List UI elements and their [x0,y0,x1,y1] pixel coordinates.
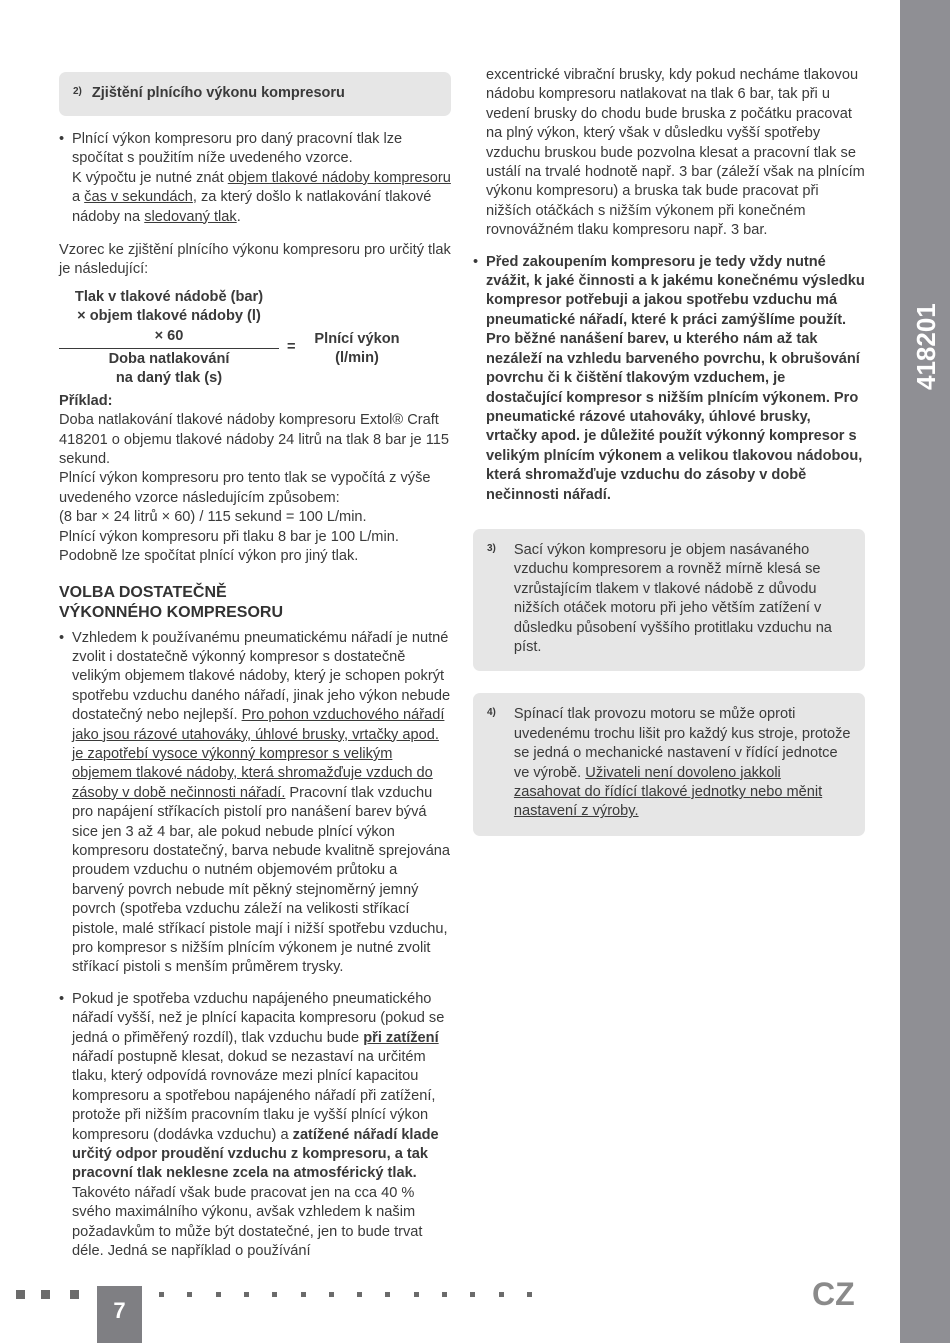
footer-square [41,1290,50,1299]
underline-time: čas v sekundách [84,189,193,206]
footer-dot [159,1292,164,1297]
bullet-1 [59,130,451,227]
bullet-1-a: Plnící výkon kompresoru pro daný pracovní tlak lze spočítat s použitím níže uvedeného vzorce. [72,131,403,167]
bullet-3-a: Pokud je spotřeba vzduchu napájeného pneumatického nářadí vyšší, než je plnící kapacita kompresoru (pokud se jedná o přiměřený rozdíl), tlak vzduchu bude [72,990,445,1046]
note-4-number: 4) [487,707,496,719]
bullet-purchase-bold: Před zakoupením kompresoru je tedy vždy nutné zvážit, k jaké činnosti a k jakému konečnému výsledku kompresor potřebuji a jakou spotřebu vzduchu má pneumatické nářadí, které k práci zamýšlíme použít. Pro běžné nanášení barev, u kterého nám až tak nezáleží na vzhledu barveného povrchu, k obrušování povrchu či k čištění tlakovým vzduchem, je dostačující kompresor s nižším plnícím výkonem. Pro pneumatické rázové utahováky, úhlové brusky, vrtačky apod. je důležité použít výkonný kompresor s velikým plnícím výkonem a velikou tlakovou nádobou, která shromažďuje vzduchu do zásoby v době nečinnosti nářadí. [486,253,865,503]
footer-dot [329,1292,334,1297]
formula-num-line3: × 60 [154,327,184,344]
formula-den-line2: na daný tlak (s) [115,370,223,387]
note-4-a: Spínací tlak provozu motoru se může oproti uvedenému trochu lišit pro každý kus stroje, protože se jedná o mechanické nastavení v řídící jednotce ve výrobě. [513,706,851,781]
bullet-3-b: nářadí postupně klesat, dokud se nezastaví na určitém tlaku, který odpovídá rovnováze mezi plnící kapacitou kompresoru a spotřebou napájeného nářadí při zatížení, protože při nižším pracovním tlaku je vyšší plnící výkon kompresoru (dodávka vzduchu) a [72,1049,436,1143]
formula-num-line2: × objem tlakové nádoby (l) [77,308,261,325]
underline-volume: objem tlakové nádoby kompresoru [227,169,451,186]
bullet-1-c: a [72,189,85,206]
formula-equals: = [287,338,296,355]
formula-numerator [59,288,279,346]
footer-dot [414,1292,419,1297]
bullet-1-e: . [236,208,241,225]
formula-intro: Vzorec ke zjištění plnícího výkonu kompresoru pro určitý tlak je následující: [59,242,451,278]
bullet-3-underline-bold: při zatížení [363,1029,439,1046]
footer-dot [187,1292,192,1297]
bullet-2-b: Pracovní tlak vzduchu pro napájení stříkacích pistolí pro nanášení barev bývá sice jen 3 až 4 bar, ale pokud nebude plnící výkon kompresoru dostatečný, barva nebude kvalitně sprejována proudem vzduchu o nutném objemovém průtoku a barvený povrch nebude mít pěkný stejnoměrný jemný povrch (spotřeba vzduchu záleží na velikosti stříkací pistole, malé stříkací pistole mají i nižší spotřebu vzduchu, pro kompresor s nižším plnícím výkonem je nutné zvolit stříkací pistoli s menším průměrem trysky. [72,784,451,976]
note-3-number: 3) [487,542,496,554]
example-line-5: Podobně lze spočítat plnící výkon pro jiný tlak. [59,548,359,565]
footer-square [70,1290,79,1299]
example-line-4: Plnící výkon kompresoru při tlaku 8 bar je 100 L/min. [59,528,399,545]
footer-square [16,1290,25,1299]
example-line-3: (8 bar × 24 litrů × 60) / 115 sekund = 100 L/min. [59,509,367,526]
example-line-1: Doba natlakování tlakové nádoby kompresoru Extol® Craft 418201 o objemu tlakové nádoby 24 litrů na tlak 8 bar je 115 sekund. [59,412,449,468]
footer-dot [272,1292,277,1297]
bullet-purchase [473,253,865,505]
formula-res-line1: Plnící výkon [314,330,400,347]
bullet-2-underline: Pro pohon vzduchového nářadí jako jsou rázové utahováky, úhlové brusky, vrtačky apod. je zapotřebí vysoce výkonný kompresor s velikým objemem tlakové nádoby, která shromažďuje vzduch do zásoby v době nečinnosti nářadí. [72,707,445,801]
continuation-text: excentrické vibrační brusky, kdy pokud necháme tlakovou nádobu kompresoru natlakovat na tlak 6 bar, tak při u vedení brusky do chodu bude bruska z počátku pracovat na plný výkon, který však v důsledku vyšší spotřeby vzduchu bruskou bude pozvolna klesat a pracovní tlak se ustálí na trvalé hodnotě např. 3 bar (záleží však na plnícím výkonu kompresoru) a bruska tak bude pracovat při nižších otáčkách s nižším výkonem při konečném rovnovážném tlaku kompresoru např. 3 bar. [486,67,865,239]
example-line-2: Plnící výkon kompresoru pro tento tlak se vypočítá z výše uvedeného vzorce následujícím způsobem: [59,470,431,506]
footer-dot [527,1292,532,1297]
heading-line-2: VÝKONNÉHO KOMPRESORU [59,603,284,621]
note-4-text [506,705,851,821]
formula-res-line2: (l/min) [335,350,379,367]
footer-dot [442,1292,447,1297]
formula-denominator [59,350,279,389]
bullet-2 [59,629,451,978]
formula-num-line1: Tlak v tlakové nádobě (bar) [74,288,264,305]
section-box-2 [59,72,451,116]
box-number: 2) [73,86,82,98]
bullet-2-a: Vzhledem k používanému pneumatickému nářadí je nutné zvolit i dostatečně výkonný kompresor s dostatečně velikým objemem tlakové nádoby, který je schopen pokrýt spotřebu vzduchu daného nářadí, jinak jeho výkon nebude dostatečný nebo nejlepší. [72,629,451,724]
note-4-underline: Uživateli není dovoleno jakkoli zasahovat do řídící tlakové jednotky nebo měnit nastavení z výroby. [513,764,823,820]
footer-dot [470,1292,475,1297]
footer-dot [216,1292,221,1297]
note-4 [473,693,865,835]
footer-dot [357,1292,362,1297]
bullet-3-bold: zatížené nářadí klade určitý odpor proudění vzduchu z kompresoru, a tak pracovní tlak neklesne zcela na atmosférický tlak. [72,1126,439,1182]
language-code: CZ [812,1276,855,1312]
bullet-3-c: Takovéto nářadí však bude pracovat jen na cca 40 % svého maximálního výkonu, avšak vzhledem k našim požadavkům to může být dostatečné, jen to bude trvat déle. Jedná se například o používání [72,1184,423,1260]
bullet-1-b: K výpočtu je nutné znát [72,169,228,186]
side-bar [900,0,950,1343]
note-3-text: Sací výkon kompresoru je objem nasávaného vzduchu kompresorem a rovněž mírně klesá se vzrůstajícím tlakem v tlakové nádobě z důvodu nižších otáček motoru při jeho větším zatížení v důsledku působení vyššího protitlaku vzduchu na píst. [513,541,832,655]
section-heading [59,583,451,623]
box-title: Zjištění plnícího výkonu kompresoru [91,85,345,102]
side-product-code: 418201 [911,303,941,390]
bullet-1-d: , za který došlo k natlakování tlakové nádoby na [72,189,432,225]
example [59,392,451,567]
right-column [473,66,865,858]
footer-dot [244,1292,249,1297]
underline-pressure: sledovaný tlak [144,208,237,225]
formula [59,288,451,392]
formula-den-line1: Doba natlakování [108,350,230,367]
example-title: Příklad: [59,392,113,409]
formula-result [309,330,405,369]
left-column [59,66,451,1272]
footer-dot [499,1292,504,1297]
bullet-3 [59,990,451,1262]
footer-dot [301,1292,306,1297]
heading-line-1: VOLBA DOSTATEČNĚ [59,583,227,601]
footer [0,1270,950,1343]
fraction-line [59,348,279,349]
note-3 [473,529,865,671]
page-number: 7 [97,1286,142,1343]
footer-dot [385,1292,390,1297]
